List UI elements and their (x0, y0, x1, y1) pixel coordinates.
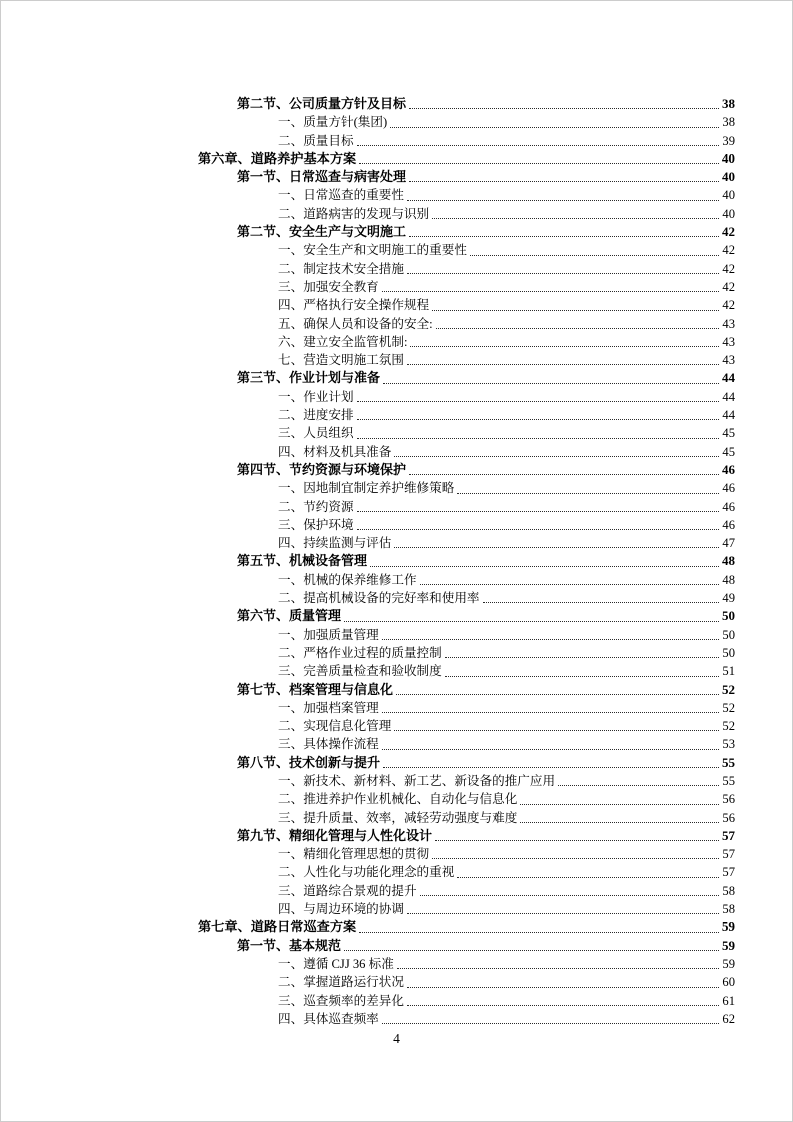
dot-leader (359, 163, 719, 164)
toc-entry[interactable] (278, 735, 735, 753)
toc-entry[interactable] (278, 315, 735, 333)
toc-entry-label: 一、质量方针(集团) (278, 115, 388, 130)
toc-entry-page: 44 (722, 389, 735, 404)
toc-entry-label: 第一节、日常巡查与病害处理 (237, 169, 407, 185)
dot-leader (394, 730, 719, 731)
toc-entry-page: 45 (722, 444, 735, 459)
toc-entry-page: 52 (722, 700, 735, 715)
dot-leader (520, 804, 719, 805)
toc-entry[interactable] (198, 918, 735, 936)
dot-leader (407, 364, 719, 365)
dot-leader (435, 840, 719, 841)
dot-leader (394, 547, 719, 548)
toc-entry-label: 四、具体巡查频率 (278, 1011, 379, 1026)
toc-entry[interactable] (278, 571, 735, 589)
dot-leader (382, 749, 720, 750)
toc-entry[interactable] (278, 241, 735, 259)
dot-leader (445, 657, 720, 658)
toc-entry[interactable] (278, 955, 735, 973)
toc-entry[interactable] (237, 681, 735, 699)
toc-entry-page: 47 (722, 536, 735, 551)
toc-entry[interactable] (237, 754, 735, 772)
toc-entry-label: 二、人性化与功能化理念的重视 (278, 865, 455, 880)
toc-entry-page: 44 (722, 408, 735, 423)
dot-leader (382, 639, 720, 640)
toc-entry-page: 46 (722, 461, 735, 477)
toc-entry-label: 二、进度安排 (278, 408, 354, 423)
toc-entry-page: 60 (722, 975, 735, 990)
dot-leader (457, 877, 719, 878)
toc-entry-page: 57 (722, 847, 735, 862)
toc-entry-label: 三、道路综合景观的提升 (278, 883, 417, 898)
dot-leader (409, 181, 719, 182)
toc-entry-label: 一、加强档案管理 (278, 700, 379, 715)
toc-entry[interactable] (237, 369, 735, 387)
toc-entry[interactable] (278, 1010, 735, 1028)
toc-entry-label: 第七节、档案管理与信息化 (237, 681, 394, 697)
toc-entry-page: 55 (722, 754, 735, 770)
toc-entry-label: 二、提高机械设备的完好率和使用率 (278, 591, 480, 606)
toc-entry-label: 一、作业计划 (278, 389, 354, 404)
toc-entry[interactable] (278, 992, 735, 1010)
dot-leader (407, 273, 719, 274)
toc-entry[interactable] (237, 607, 735, 625)
toc-entry[interactable] (278, 717, 735, 735)
toc-entry[interactable] (278, 278, 735, 296)
toc-entry-page: 57 (722, 827, 735, 843)
toc-entry-label: 二、道路病害的发现与识别 (278, 206, 430, 221)
toc-entry[interactable] (278, 973, 735, 991)
toc-entry-label: 三、巡查频率的差异化 (278, 993, 404, 1008)
toc-entry-label: 第三节、作业计划与准备 (237, 370, 381, 386)
toc-entry-page: 48 (722, 572, 735, 587)
dot-leader (357, 529, 720, 530)
toc-entry-label: 第八节、技术创新与提升 (237, 754, 381, 770)
toc-entry-page: 45 (722, 426, 735, 441)
toc-entry[interactable] (278, 186, 735, 204)
toc-entry-page: 46 (722, 517, 735, 532)
dot-leader (457, 493, 719, 494)
toc-entry-page: 52 (722, 719, 735, 734)
dot-leader (432, 310, 719, 311)
toc-entry-label: 三、人员组织 (278, 426, 354, 441)
toc-entry-label: 二、推进养护作业机械化、自动化与信息化 (278, 792, 518, 807)
dot-leader (396, 694, 719, 695)
toc-entry[interactable] (237, 937, 735, 955)
toc-entry-label: 三、具体操作流程 (278, 737, 379, 752)
toc-entry-page: 46 (722, 481, 735, 496)
toc-entry-page: 57 (722, 865, 735, 880)
toc-entry-page: 38 (722, 96, 735, 111)
toc-entry-page: 59 (722, 937, 735, 953)
dot-leader (407, 200, 719, 201)
toc-entry-label: 一、安全生产和文明施工的重要性 (278, 243, 467, 258)
toc-entry-label: 四、材料及机具准备 (278, 444, 392, 459)
toc-entry[interactable] (278, 516, 735, 534)
toc-entry-label: 四、持续监测与评估 (278, 536, 392, 551)
toc-entry-page: 48 (722, 553, 735, 569)
toc-entry-label: 一、日常巡查的重要性 (278, 188, 404, 203)
toc-entry-label: 三、提升质量、效率，减轻劳动强度与难度 (278, 810, 518, 825)
toc-entry-label: 第九节、精细化管理与人性化设计 (237, 827, 433, 843)
toc-entry[interactable] (278, 772, 735, 790)
toc-entry[interactable] (278, 424, 735, 442)
toc-entry-label: 第六章、道路养护基本方案 (198, 150, 357, 166)
dot-leader (359, 932, 719, 933)
toc-entry-page: 43 (722, 316, 735, 331)
dot-leader (432, 858, 719, 859)
page-number: 4 (393, 1031, 400, 1046)
toc-entry-label: 第七章、道路日常巡查方案 (198, 919, 357, 935)
toc-entry[interactable] (278, 260, 735, 278)
toc-entry[interactable] (278, 132, 735, 150)
dot-leader (409, 236, 719, 237)
page-footer (1, 1029, 792, 1049)
dot-leader (397, 968, 720, 969)
toc-entry-page: 56 (722, 810, 735, 825)
dot-leader (344, 621, 719, 622)
toc-entry-label: 二、质量目标 (278, 133, 354, 148)
toc (198, 95, 735, 1028)
toc-entry-page: 40 (722, 206, 735, 221)
toc-entry-label: 三、加强安全教育 (278, 279, 379, 294)
toc-entry-page: 42 (722, 279, 735, 294)
toc-entry[interactable] (278, 296, 735, 314)
toc-entry[interactable] (278, 845, 735, 863)
toc-entry[interactable] (278, 699, 735, 717)
toc-entry-label: 一、因地制宜制定养护维修策略 (278, 481, 455, 496)
toc-entry[interactable] (278, 205, 735, 223)
toc-entry-label: 一、遵循 CJJ 36 标准 (278, 956, 394, 971)
dot-leader (407, 987, 719, 988)
toc-entry-label: 第四节、节约资源与环境保护 (237, 461, 407, 477)
dot-leader (420, 895, 720, 896)
toc-entry[interactable] (278, 644, 735, 662)
dot-leader (420, 584, 720, 585)
toc-entry[interactable] (278, 443, 735, 461)
toc-entry-page: 58 (722, 883, 735, 898)
dot-leader (357, 511, 720, 512)
toc-entry[interactable] (237, 168, 735, 186)
toc-entry[interactable] (278, 479, 735, 497)
dot-leader (383, 383, 719, 384)
dot-leader (382, 712, 720, 713)
dot-leader (357, 401, 720, 402)
toc-entry-page: 59 (722, 956, 735, 971)
dot-leader (383, 767, 719, 768)
toc-entry-page: 52 (722, 681, 735, 697)
toc-entry-page: 50 (722, 645, 735, 660)
dot-leader (436, 328, 720, 329)
dot-leader (410, 346, 719, 347)
toc-entry-label: 四、严格执行安全操作规程 (278, 298, 430, 313)
toc-entry-label: 五、确保人员和设备的安全: (278, 316, 433, 331)
toc-entry[interactable] (278, 351, 735, 369)
toc-entry-page: 58 (722, 902, 735, 917)
toc-entry[interactable] (278, 863, 735, 881)
toc-entry-label: 第二节、安全生产与文明施工 (237, 224, 407, 240)
toc-entry[interactable] (237, 827, 735, 845)
toc-entry-page: 61 (722, 993, 735, 1008)
dot-leader (407, 1005, 719, 1006)
toc-entry[interactable] (278, 882, 735, 900)
dot-leader (470, 255, 720, 256)
toc-entry-label: 六、建立安全监管机制: (278, 334, 408, 349)
dot-leader (344, 950, 719, 951)
toc-entry-page: 42 (722, 261, 735, 276)
toc-entry[interactable] (278, 534, 735, 552)
dot-leader (382, 291, 720, 292)
toc-entry[interactable] (278, 113, 735, 131)
toc-entry-page: 39 (722, 133, 735, 148)
toc-entry-page: 42 (722, 224, 735, 240)
toc-entry[interactable] (278, 406, 735, 424)
toc-entry-page: 38 (722, 115, 735, 130)
toc-entry-page: 50 (722, 608, 735, 624)
toc-entry[interactable] (278, 900, 735, 918)
toc-entry-label: 二、节约资源 (278, 499, 354, 514)
dot-leader (409, 108, 719, 109)
toc-entry-page: 62 (722, 1011, 735, 1026)
dot-leader (483, 602, 720, 603)
toc-entry-label: 二、实现信息化管理 (278, 719, 392, 734)
toc-entry[interactable] (278, 662, 735, 680)
toc-entry[interactable] (278, 589, 735, 607)
toc-entry-page: 43 (722, 334, 735, 349)
toc-entry-page: 59 (721, 919, 735, 935)
toc-entry-label: 第二节、公司质量方针及目标 (237, 96, 407, 111)
toc-entry-label: 二、制定技术安全措施 (278, 261, 404, 276)
toc-entry-page: 40 (722, 169, 735, 185)
toc-entry-page: 53 (722, 737, 735, 752)
toc-entry-page: 40 (721, 150, 735, 166)
toc-entry-page: 46 (722, 499, 735, 514)
toc-entry-label: 第五节、机械设备管理 (237, 553, 368, 569)
dot-leader (390, 127, 719, 128)
toc-entry-label: 第一节、基本规范 (237, 937, 342, 953)
toc-entry-label: 三、保护环境 (278, 517, 354, 532)
toc-entry[interactable] (278, 809, 735, 827)
toc-entry-page: 49 (722, 591, 735, 606)
toc-entry-page: 51 (722, 664, 735, 679)
toc-entry-label: 一、精细化管理思想的贯彻 (278, 847, 430, 862)
toc-entry-label: 七、营造文明施工氛围 (278, 353, 404, 368)
toc-entry-page: 44 (722, 370, 735, 386)
toc-entry[interactable] (278, 626, 735, 644)
dot-leader (409, 474, 719, 475)
toc-entry[interactable] (278, 333, 735, 351)
toc-entry-label: 一、新技术、新材料、新工艺、新设备的推广应用 (278, 773, 556, 788)
toc-entry-page: 42 (722, 243, 735, 258)
toc-entry[interactable] (237, 223, 735, 241)
toc-entry-label: 一、机械的保养维修工作 (278, 572, 417, 587)
toc-entry-page: 55 (722, 773, 735, 788)
toc-entry-label: 二、掌握道路运行状况 (278, 975, 404, 990)
toc-entry[interactable] (237, 552, 735, 570)
toc-entry[interactable] (237, 95, 735, 113)
toc-entry-label: 四、与周边环境的协调 (278, 902, 404, 917)
toc-entry[interactable] (278, 790, 735, 808)
dot-leader (558, 785, 719, 786)
dot-leader (357, 145, 720, 146)
toc-entry-page: 43 (722, 353, 735, 368)
toc-entry-page: 40 (722, 188, 735, 203)
toc-entry-label: 三、完善质量检查和验收制度 (278, 664, 442, 679)
toc-entry-label: 二、严格作业过程的质量控制 (278, 645, 442, 660)
toc-entry[interactable] (278, 388, 735, 406)
dot-leader (520, 822, 719, 823)
toc-entry-label: 一、加强质量管理 (278, 627, 379, 642)
toc-entry[interactable] (278, 498, 735, 516)
dot-leader (370, 566, 719, 567)
dot-leader (357, 419, 720, 420)
dot-leader (407, 913, 719, 914)
dot-leader (432, 218, 719, 219)
toc-entry-label: 第六节、质量管理 (237, 608, 342, 624)
toc-entry-page: 42 (722, 298, 735, 313)
toc-entry-page: 56 (722, 792, 735, 807)
toc-entry-page: 50 (722, 627, 735, 642)
dot-leader (382, 1023, 720, 1024)
toc-entry[interactable] (198, 150, 735, 168)
dot-leader (394, 456, 719, 457)
dot-leader (357, 438, 720, 439)
toc-entry[interactable] (237, 461, 735, 479)
dot-leader (445, 676, 720, 677)
